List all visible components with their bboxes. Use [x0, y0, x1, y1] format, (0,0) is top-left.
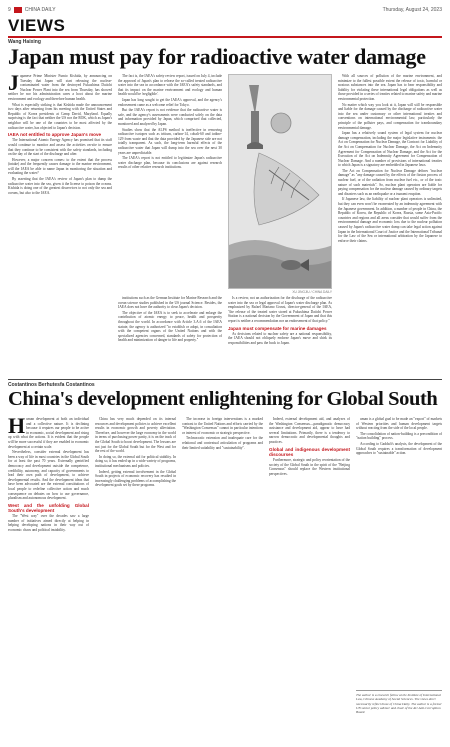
article1-column-3: institutions such as the German Institute for Marine Research and the ocean science studies published in the US journal Science. Besides, the IAEA does not have the authority to clear Japan's decision. The objective of the IAEA is to seek to accelerate and enlarge the contribution of atomic energy to peace, health and prosperity throughout the world. In accordance with Article 3.A.6 of the IAEA statute, the agency is authorized "to establish or adopt, in consultation with the competent organs of the United Nations and with the specialized agencies concerned, standards of safety for protection of health and minimization of danger to life and property.": [118, 296, 222, 343]
article2-column-2: China has very much depended on its internal resources and development policies to achieve excellent results in economic growth and poverty alleviation. Therefore, and however the large economy in the world in terms of purchasing power parity, it is on the track of the Global South to boost development. The lessons are not just for the Global South but for the West and for the rest of the world. In doing so, the external aid for political stability. In doing so, it has ended up in a wide variety of programs, institutional mechanisms and policies. Indeed, getting external involvement in the Global South in projects of economic recovery has resulted in increasingly challenging problems of accomplishing the development goals set by these programs.: [95, 417, 176, 488]
subheading: West and the unfolding Global South's development: [8, 502, 89, 513]
article1-headline: Japan must pay for radioactive water damage: [8, 44, 426, 69]
section-title: VIEWS: [8, 16, 66, 35]
subheading: Global and indigenous development discourses: [269, 446, 350, 457]
dropcap: J: [8, 74, 19, 95]
issue-date: Thursday, August 24, 2023: [382, 7, 442, 13]
editorial-illustration: [228, 74, 332, 289]
article2-headline: China's development enlightening for Global South: [8, 388, 438, 410]
dropcap: H: [8, 417, 26, 438]
article1-author: Wang Haixing: [8, 39, 41, 45]
article1-column-1: Japanese Prime Minister Fumio Kishida, by announcing on Tuesday that Japan will start releasing the nuclear-contaminated water from the destroyed Fukushima Daiichi Nuclear Power Plant into the sea from Thursday, has showed neither he nor his administration cares a hoot about the marine environment and ecology and therefore human health. What is especially striking is that Kishida made the announcement two days after returning from his meeting with the United States and Republic of Korea presidents at Camp David, Maryland. Equally surprising is the fact that neither the US nor the ROK, which as Japan's neighbor will be one of the countries to be most affected by the radioactive water, has objected to Japan's decision. IAEA not entitled to approve Japan's move The International Atomic Energy Agency has promised that its staff would continue to monitor and assess the activities on-site to ensure that they continue to be consistent with the safety standards, including on the day of the start of the discharge and after. However, a major concern comes: to the extent that the process (intake) and the frequently causes damage to the marine environment, will the IAEA be able to name Japan in monitoring the situation and evaluating the water? By asserting that the IAEA's review of Japan's plan to dump the radioactive water into the sea, given it the license to poison the oceans. Kishida is doing one of the greatest disservices to not only the sea and oceans, but also to the IAEA.: [8, 74, 112, 195]
article2-column-5: uman is a global goal to be made an "export" of markets of Western priorities and human development targets without reacting from the side of the local people. The consolidation of nation-building is a precondition of "nation building" process. According to Gaddafi's analysis, the development of the Global South requires a transformation of development approaches to "sustainable" action.: [356, 417, 442, 456]
publication-name: CHINA DAILY: [24, 7, 56, 13]
article-divider: [8, 379, 442, 380]
article1-column-2: The fact is, the IAEA's safety review report, issued on July 4, include the approval of Japan's plan to release the so-called treated radioactive water into the sea in accordance with the IAEA's safety standards, and that its impact on the marine environment and ecology and human health would be 'negligible'. Japan has long sought to get the IAEA's approval, and the agency's endorsement came as a welcome relief for Tokyo. But the IAEA's report is not evidence that the radioactive water is safe, and the agency's assessments were conducted solely on the data and information provided by Japan, which comprised that collected, monitored and analyzed by Japan. Studies show that the ALPS method is ineffective in removing radioactive isotopes such as tritium, carbon-14, cobalt-60 and iodine-129 from waste and that the data provided by the Japanese side are not totally transparent. As such, the long-term harmful effects of the radioactive water that Japan will dump into the sea over the next 30 years are unpredictable. The IAEA's report is not entitled to legitimize Japan's radioactive water discharge plan, because its conclusions are against research results of other relative research institutions.: [118, 74, 222, 170]
subheading: IAEA not entitled to approve Japan's move: [8, 132, 102, 138]
masthead: [8, 5, 442, 15]
article2-author: Costantinos Berhutesfa Costantinos: [8, 382, 95, 388]
section-rule: [8, 36, 442, 38]
illustration-credit: XU JINGJIU / CHINA DAILY: [292, 290, 332, 294]
author-bio: The author is a research fellow at the Institute of International Law, Chinese Academy of Social Sciences. The views don't necessarily reflect those of China Daily. The author is a former UN senior policy adviser and chair of the AU Anti-Corruption Board.: [356, 690, 442, 714]
subheading: Japan must compensate for marine damages: [228, 325, 327, 331]
page-number: 9: [8, 7, 11, 13]
article2-column-1: Human development at both an individual and a collective nature. It is declining because it requires our people to be active in economic, social development and rising up with what the actions. It is evident that the people will be more successful if they are enabled in economic development at a certain scale. Nevertheless, consider external development has been a way of life in most countries in the Global South for at least the past 70 years. Externally gentrified democracy and development outside the competence, credibility, autonomy, and capacity of governments to lead their own path of development, to achieve developmental results. And the development ideas that have been advocated are the external constitutions of local people to redefine collective action and much consequence on debates on how to use governance, pluralism and autonomous development. West and the unfolding Global South's development The "West way" over the decades saw a large number of initiatives aimed directly at helping in helping developing nations in their way out of economic chaos and political instability.: [8, 417, 89, 532]
article2-column-4: Indeed, external development aid, and analyses of the Washington Consensus—paradigmatic democracy assistance and development aid, appear to have had several limitations. Primarily, there is a tendency to narrow democratic and developmental thoughts and practices. Global and indigenous development discourses Furthermore, strategic and policy reorientation of the society of the Global South in the spirit of the "Beijing Consensus" should replace the Western institutional perspectives.: [269, 417, 350, 476]
article1-column-4: Is a review, not an authorization for the discharge of the radioactive water into the sea or legal approval of Japan's water discharge plan. As emphasized by Rafael Mariano Grossi, director-general of the IAEA, "the release of the treated water stored at Fukushima Daiichi Power Station is a national decision by the Government of Japan and that this report is neither a recommendation nor an endorsement of that policy." Japan must compensate for marine damages As decisions related to nuclear safety are a national responsibility, the IAEA should not obliquely endorse Japan's move and shirk its responsibilities and pass the buck to Japan.: [228, 296, 332, 345]
article2-column-3: The increase in foreign interventions is a marked contrast to the United Nations and efforts carried by the "Washington Consensus" cannot in particular intentions or interest of economic or strategic perspective. Technocratic extension and inadequate care for the relational and contextual articulation of programs and their limited suitability and "sustainability".: [182, 417, 263, 450]
fish-skeleton-illustration-icon: [229, 75, 332, 289]
china-daily-logo-icon: [14, 7, 22, 13]
article1-column-5: With all sources of pollution of the marine environment, and minimize to the fullest possible extent the release of toxic, harmful or noxious substances into the sea. Japan has to bear responsibility and liability for violating these international legal obligations as well as those provided in a series of treaties related to marine safety and marine environmental protection. No matter which way you look at it, Japan will still be responsible and liable for the damage caused by the discharge of radioactive water into the sea under customary or other international treaties and conventions on international environmental law, particularly the principle of the polluter pays, and compensation for transboundary environmental damage. Japan has a relatively sound system of legal system for nuclear damage compensation, including the major legislative instruments: the Act on Compensation for Nuclear Damage, the Contract for Liability of the Act on Compensation for Nuclear Damage, the Act on Indemnity Agreement for Compensation of Nuclear Damage, and the Act for the Execution of the Act on Indemnity Agreement for Compensation of Nuclear Damage. And a number of provisions of international treaties to which Japan is a signatory are embedded in Japanese laws. The Act on Compensation for Nuclear Damage defines "nuclear damage" as "any damage caused by the effects of the fission process of nuclear fuel, or of the radiation from nuclear fuel etc., or of the toxic nature of such materials". So, nuclear plant operators are liable for paying compensation for the nuclear damage caused by ordinary targets and disasters such as an earthquake or a tsunami eruption. If Japanese law, the liability of nuclear plant operators is unlimited, but they can even won't be exonerated by an indemnity agreement with the Japanese government. In addition, a number of people in China, the Republic of Korea, the Republic of Korea, Russia, some Asia-Pacific countries and regions and all areas consider that would suffer from the environmental damage and economic loss due to the nuclear pollution caused by Japan's radioactive water dump can take legal action against Japan in the International Court of Justice and the International Tribunal for the Law of the Sea or international arbitration by the Japanese to enforce their claims.: [338, 74, 442, 243]
